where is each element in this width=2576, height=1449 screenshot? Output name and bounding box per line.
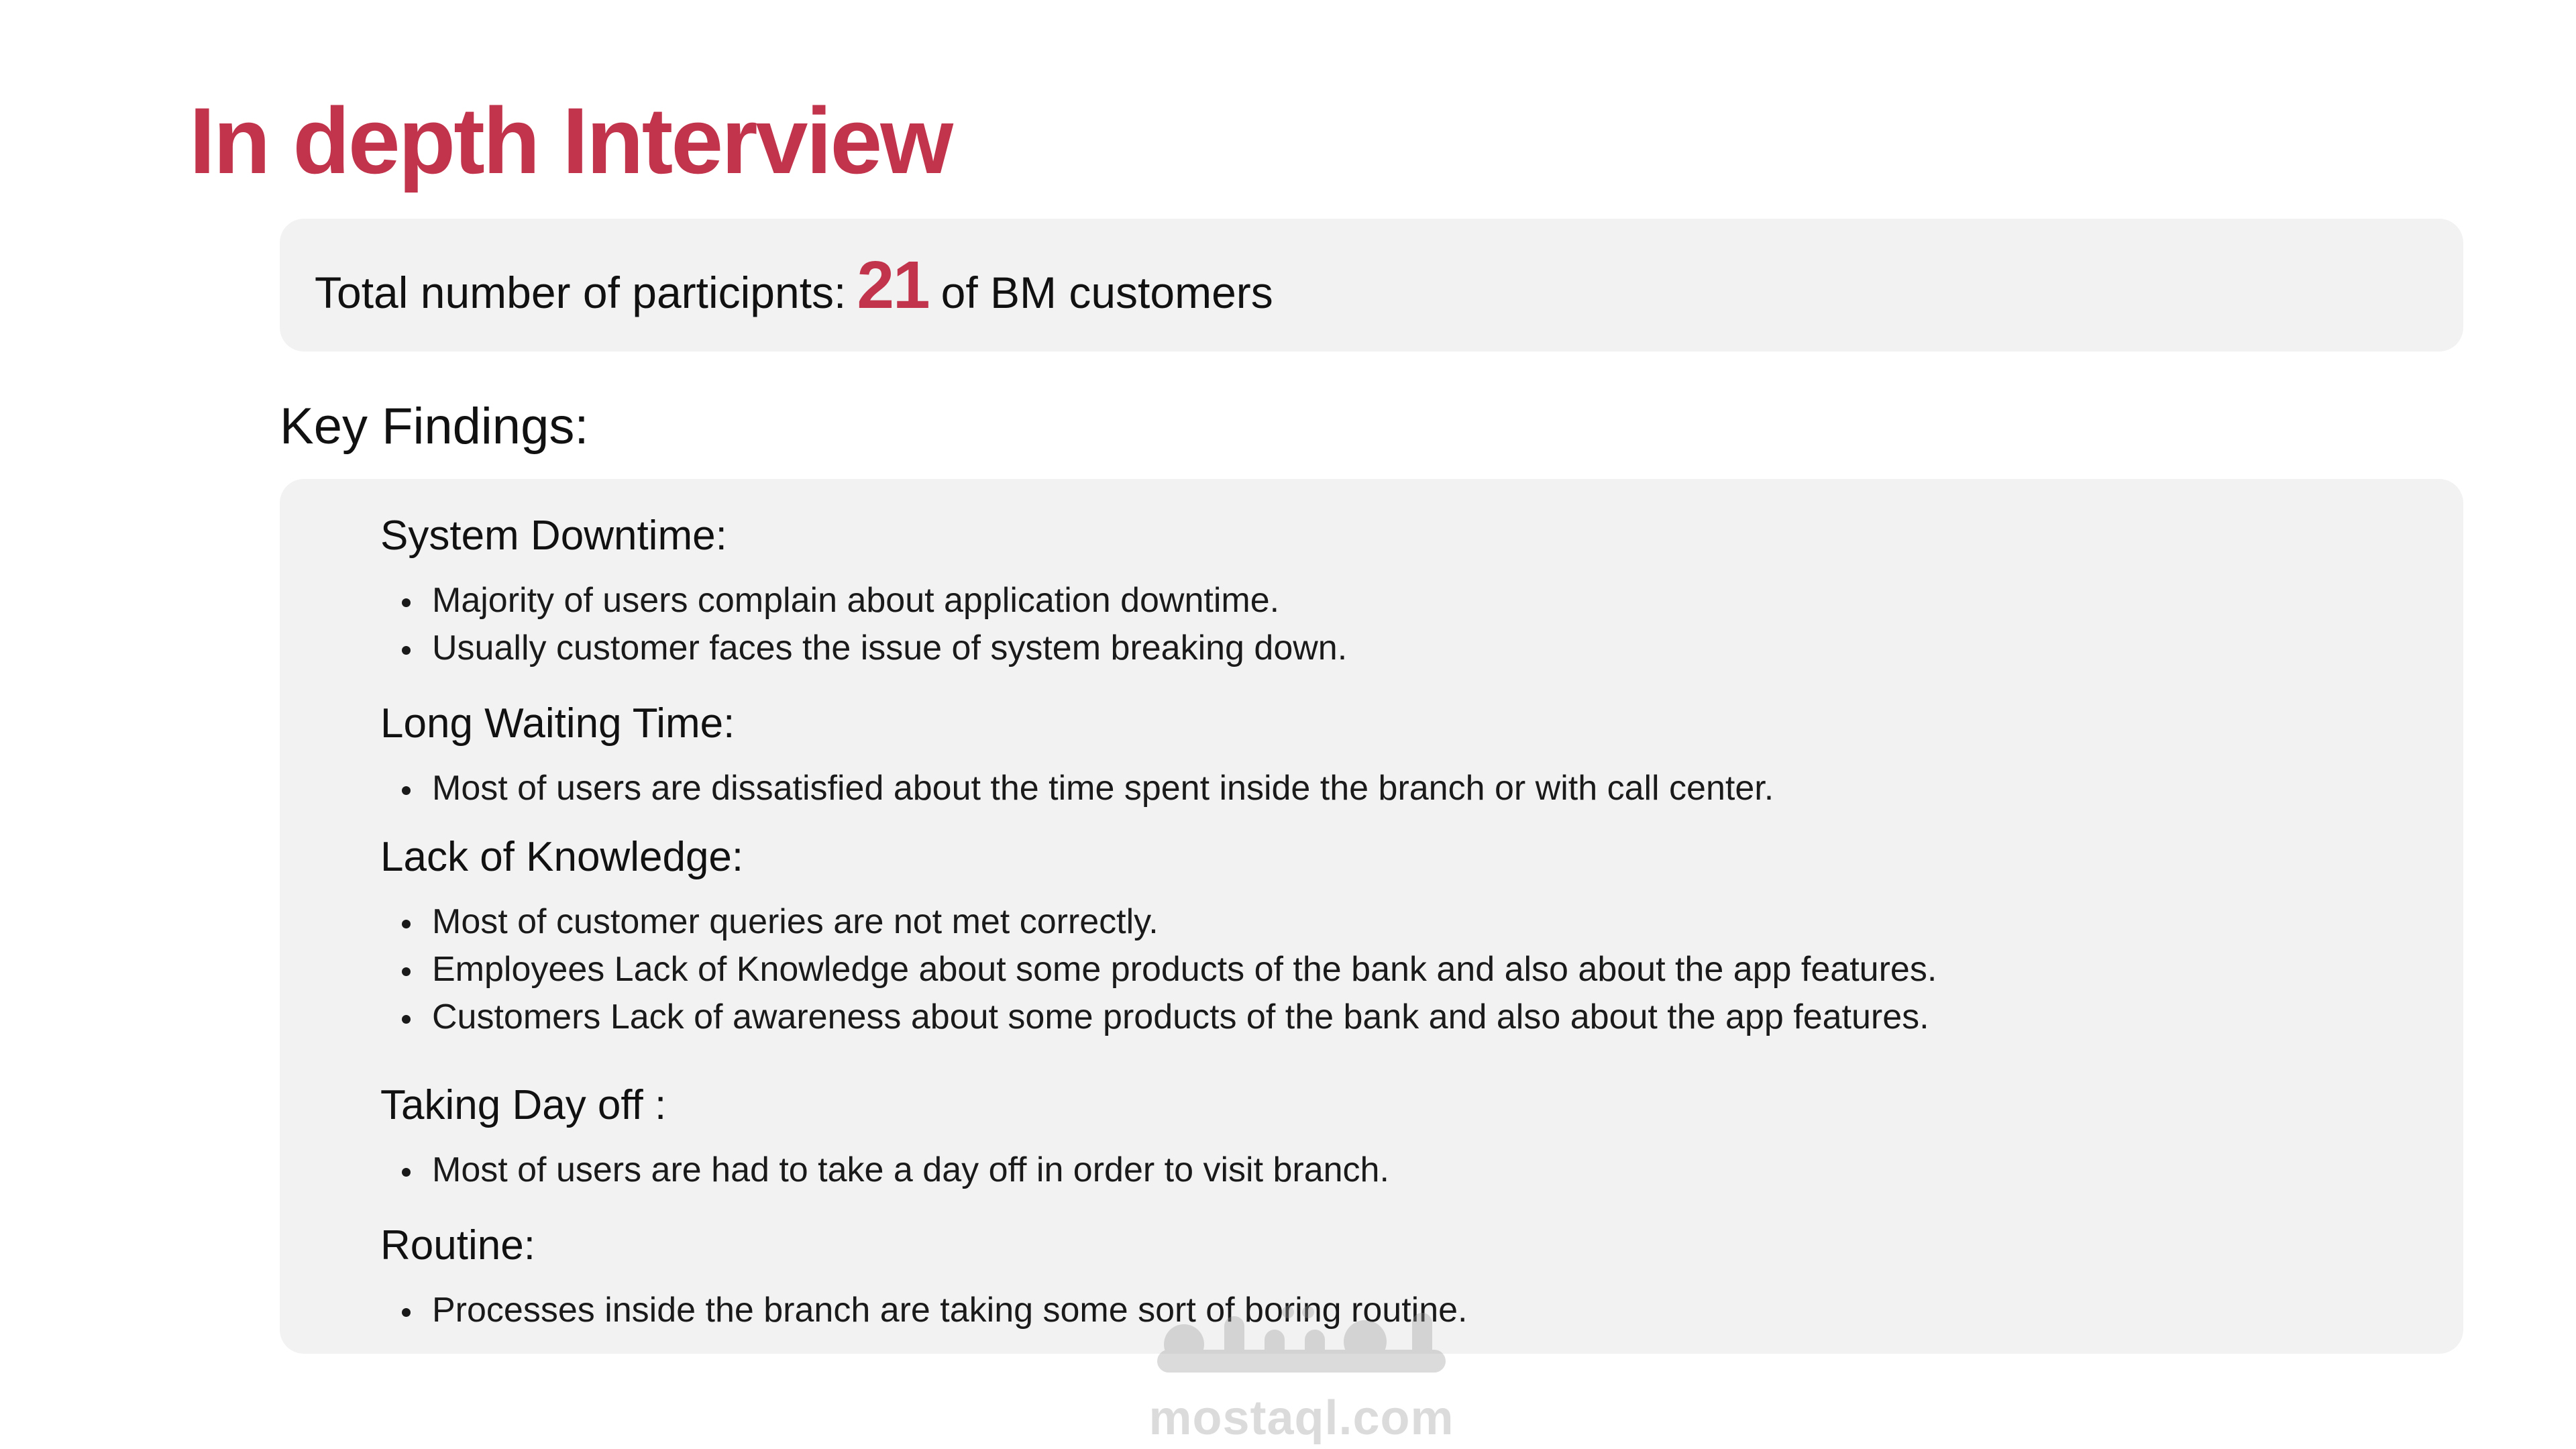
watermark: [1140, 1303, 1462, 1445]
finding-title: Long Waiting Time:: [380, 700, 735, 747]
key-findings-heading: Key Findings:: [280, 398, 589, 455]
finding-title: Routine:: [380, 1222, 535, 1269]
finding-list: [380, 577, 2410, 672]
finding-list: [380, 898, 2410, 1041]
summary-prefix: Total number of participnts:: [315, 267, 847, 317]
finding-title: System Downtime:: [380, 513, 727, 559]
finding-list: [380, 1146, 2410, 1194]
summary-suffix: of BM customers: [941, 267, 1273, 317]
mostaql-logo-icon: [1144, 1303, 1459, 1390]
finding-section-system-downtime: [380, 515, 2410, 672]
finding-title: Taking Day off :: [380, 1082, 667, 1128]
finding-item: Most of users are had to take a day off in order to visit branch.: [380, 1146, 2410, 1194]
finding-title: Lack of Knowledge:: [380, 834, 744, 880]
finding-section-lack-of-knowledge: [380, 834, 2410, 1041]
participant-count: 21: [857, 247, 929, 323]
finding-item: Most of users are dissatisfied about the time spent inside the branch or with call center.: [380, 765, 2410, 812]
finding-item: Processes inside the branch are taking some sort of boring routine.: [380, 1287, 2410, 1334]
finding-item: Usually customer faces the issue of system breaking down.: [380, 625, 2410, 672]
finding-section-taking-day-off: [380, 1082, 2410, 1194]
finding-item: Employees Lack of Knowledge about some products of the bank and also about the app features.: [380, 946, 2410, 994]
finding-list: [380, 765, 2410, 812]
finding-section-long-waiting-time: [380, 700, 2410, 812]
finding-item: Most of customer queries are not met correctly.: [380, 898, 2410, 946]
finding-item: Customers Lack of awareness about some products of the bank and also about the app features.: [380, 994, 2410, 1041]
key-findings-panel: [280, 479, 2463, 1354]
participants-summary: [315, 247, 1273, 324]
participants-summary-box: [280, 219, 2463, 352]
watermark-text: mostaql.com: [1148, 1391, 1454, 1445]
finding-item: Majority of users complain about application downtime.: [380, 577, 2410, 625]
page-title: In depth Interview: [189, 88, 952, 193]
